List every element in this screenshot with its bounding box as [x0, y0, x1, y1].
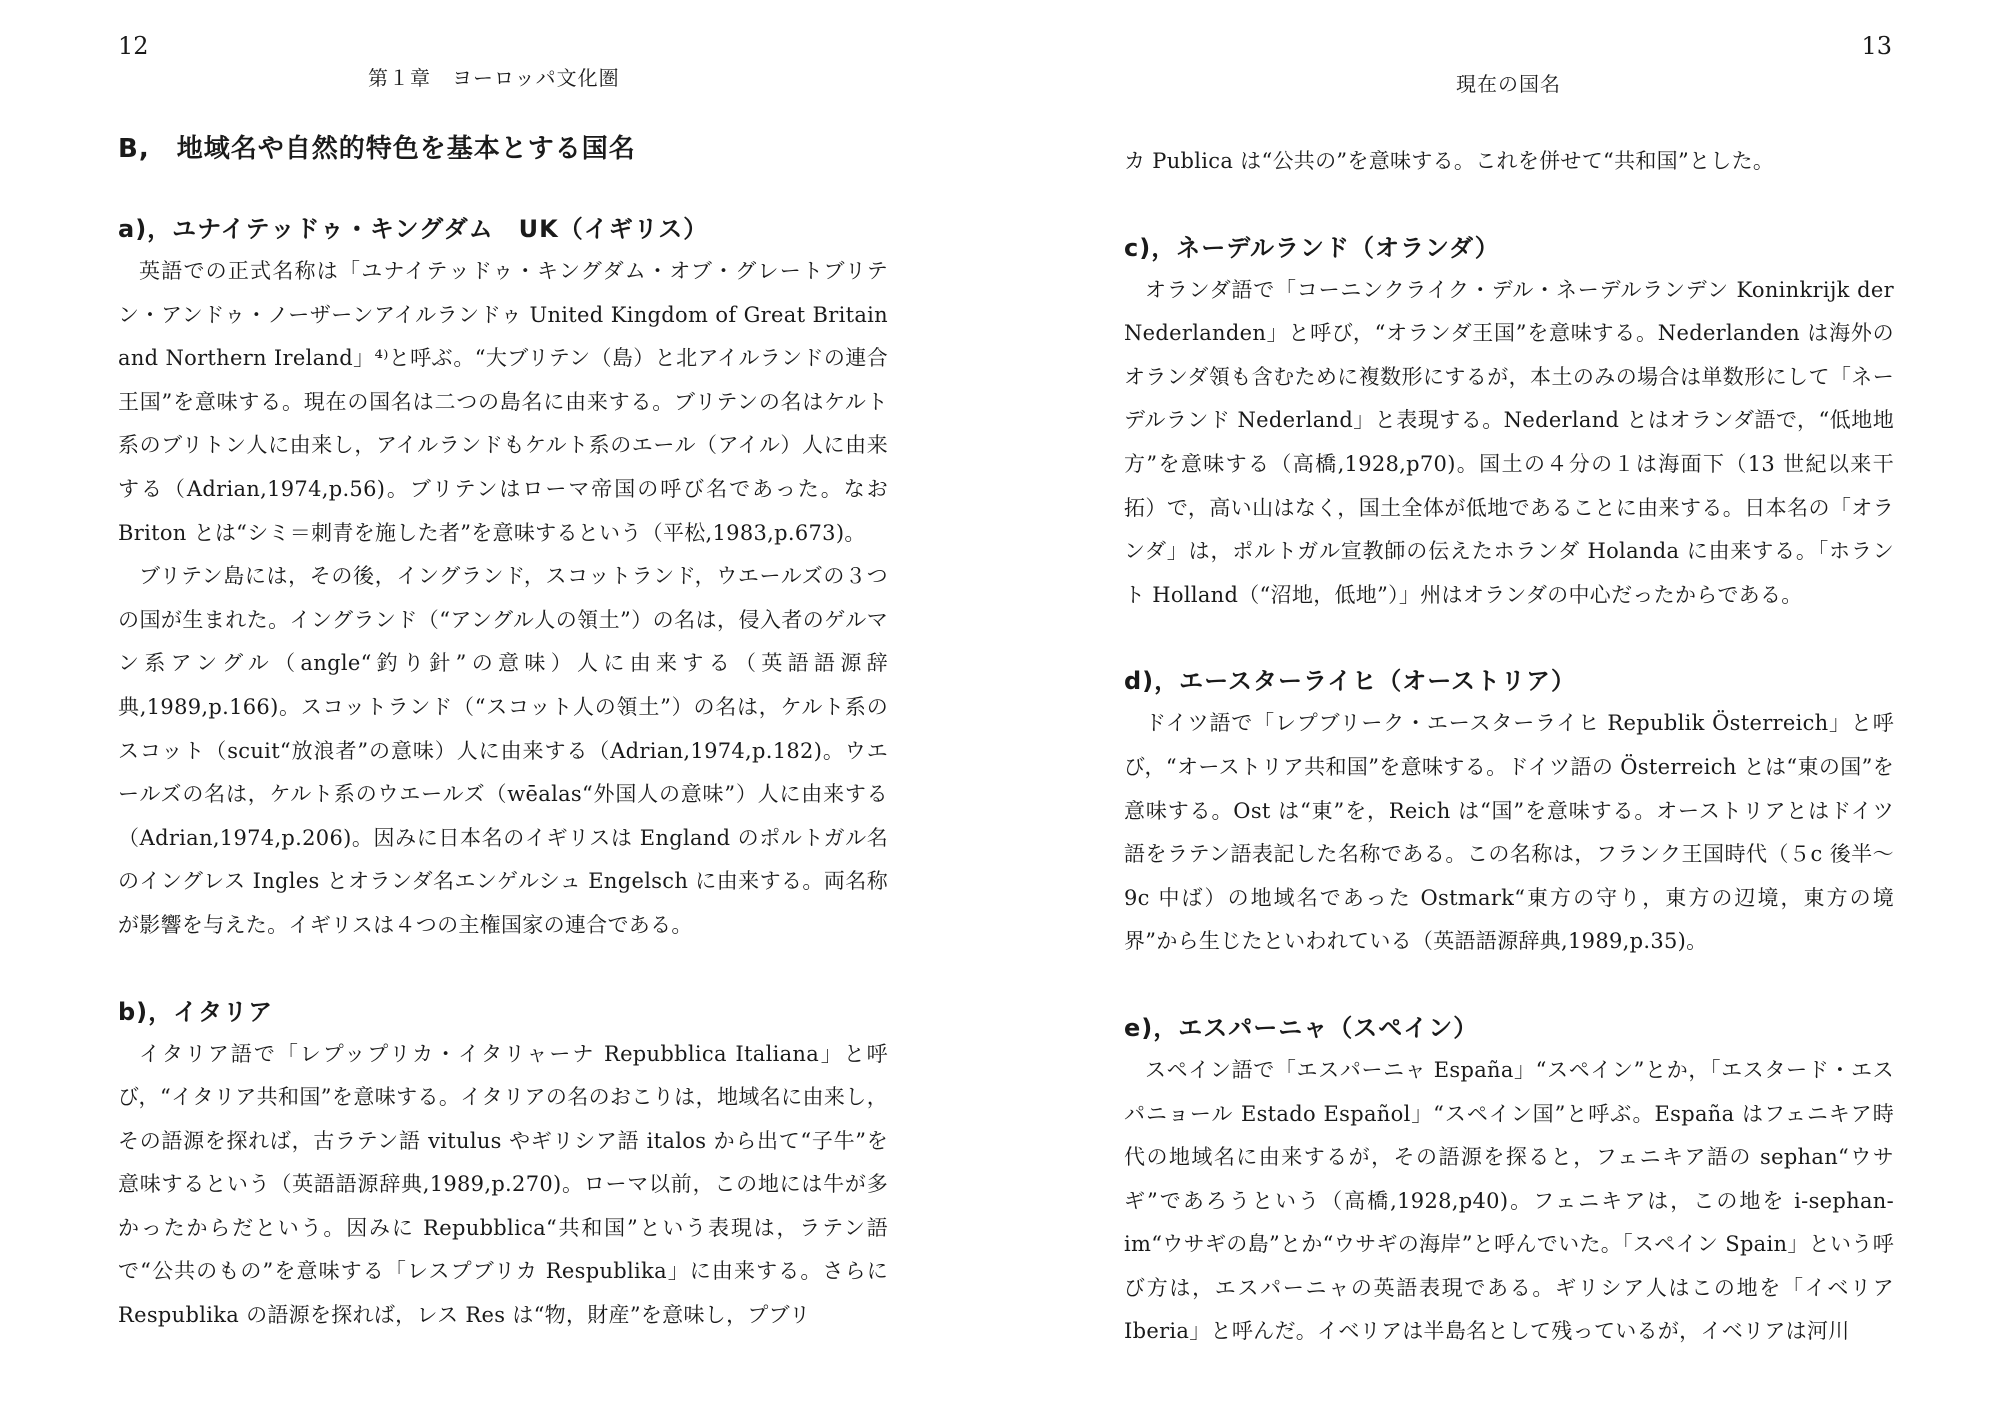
right-text-column [1124, 140, 1894, 1354]
paragraph: イタリア語で「レプップリカ・イタリャーナ Repubblica Italiana」と呼び，“イタリア共和国”を意味する。イタリアの名のおこりは，地域名に由来し，その語源を探れば，古ラテン語 vitulus やギリシア語 italos から出て“子牛”を意味するという（英語語源辞典,1989,p.270)。ローマ以前，この地には牛が多かったからだという。因みに Repubblica“共和国”という表現は，ラテン語で“公共のもの”を意味する「レスプブリカ Respublika」に由来する。さらに Respublika の語源を探れば，レス Res は“物，財産”を意味し，プブリ [118, 1041, 888, 1328]
entry-heading-austria: d)，エースターライヒ（オーストリア） [1124, 667, 1577, 696]
paragraph: ブリテン島には，その後，イングランド，スコットランド，ウエールズの３つの国が生まれた。イングランド（“アングル人の領土”）の名は，侵入者のゲルマン系アングル（angle“釣り針”の意味）人に由来する（英語語源辞典,1989,p.166)。スコットランド（“スコット人の領土”）の名は，ケルト系のスコット（scuit“放浪者”の意味）人に由来する（Adrian,1974,p.182)。ウエールズの名は，ケルト系のウエールズ（wēalas“外国人の意味”）人に由来する（Adrian,1974,p.206)。因みに日本名のイギリスは England のポルトガル名のイングレス Ingles とオランダ名エンゲルシュ Engelsch に由来する。両名称が影響を与えた。イギリスは４つの主権国家の連合である。 [118, 564, 888, 937]
running-head: 現在の国名 [1456, 72, 1561, 96]
spacer [1124, 617, 1894, 661]
spacer [1124, 964, 1894, 1008]
running-head: 第１章 ヨーロッパ文化圏 [368, 66, 620, 90]
paragraph: スペイン語で「エスパーニャ España」“スペイン”とか，「エスタード・エスパニョール Estado Español」“スペイン国”と呼ぶ。España はフェニキア時代の地域名に由来するが，その語源を探ると，フェニキア語の sephan“ウサギ”であろうという（高橋,1928,p40)。フェニキアは，この地を i-sephan-im“ウサギの島”とか“ウサギの海岸”と呼んでいた。「スペイン Spain」という呼び方は，エスパーニャの英語表現である。ギリシア人はこの地を「イベリア Iberia」と呼んだ。イベリアは半島名として残っているが，イベリアは河川 [1124, 1057, 1894, 1344]
page-number: 13 [1861, 32, 1892, 60]
right-page [1000, 0, 2000, 1415]
entry-heading-spain: e)，エスパーニャ（スペイン） [1124, 1013, 1479, 1042]
spacer [118, 948, 888, 992]
spacer [1124, 184, 1894, 228]
section-title: B, 地域名や自然的特色を基本とする国名 [118, 134, 636, 164]
page-number: 12 [118, 32, 149, 60]
entry-heading-italy: b)，イタリア [118, 997, 274, 1026]
paragraph: ドイツ語で「レプブリーク・エースターライヒ Republik Österreich」と呼び，“オーストリア共和国”を意味する。ドイツ語の Österreich とは“東の国”を意味する。Ost は“東”を，Reich は“国”を意味する。オーストリアとはドイツ語をラテン語表記した名称である。この名称は，フランク王国時代（５c 後半〜9c 中ば）の地域名であった Ostmark“東方の守り，東方の辺境，東方の境界”から生じたといわれている（英語語源辞典,1989,p.35)。 [1124, 711, 1894, 954]
paragraph: オランダ語で「コーニンクライク・デル・ネーデルランデン Koninkrijk der Nederlanden」と呼び，“オランダ王国”を意味する。Nederlanden は海外のオランダ領も含むために複数形にするが，本土のみの場合は単数形にして「ネーデルランド Nederland」と表現する。Nederland とはオランダ語で，“低地地方”を意味する（高橋,1928,p70)。国土の４分の１は海面下（13 世紀以来干拓）で，高い山はなく，国土全体が低地であることに由来する。日本名の「オランダ」は，ポルトガル宣教師の伝えたホランダ Holanda に由来する。「ホラント Holland（“沼地，低地”）」州はオランダの中心だったからである。 [1124, 277, 1894, 607]
continuation-paragraph: カ Publica は“公共の”を意味する。これを併せて“共和国”とした。 [1124, 149, 1775, 173]
entry-heading-uk: a)，ユナイテッドゥ・キングダム UK（イギリス） [118, 215, 709, 243]
entry-heading-netherlands: c)，ネーデルランド（オランダ） [1124, 233, 1500, 262]
left-text-column [118, 128, 888, 1338]
paragraph: 英語での正式名称は「ユナイテッドゥ・キングダム・オブ・グレートブリテン・アンドゥ・ノーザーンアイルランドゥ United Kingdom of Great Britain and Northern Ireland」⁴⁾と呼ぶ。“大ブリテン（島）と北アイルランドの連合王国”を意味する。現在の国名は二つの島名に由来する。ブリテンの名はケルト系のブリトン人に由来し，アイルランドもケルト系のエール（アイル）人に由来する（Adrian,1974,p.56)。ブリテンはローマ帝国の呼び名であった。なお Briton とは“シミ＝刺青を施した者”を意味するという（平松,1983,p.673)。 [118, 259, 888, 545]
